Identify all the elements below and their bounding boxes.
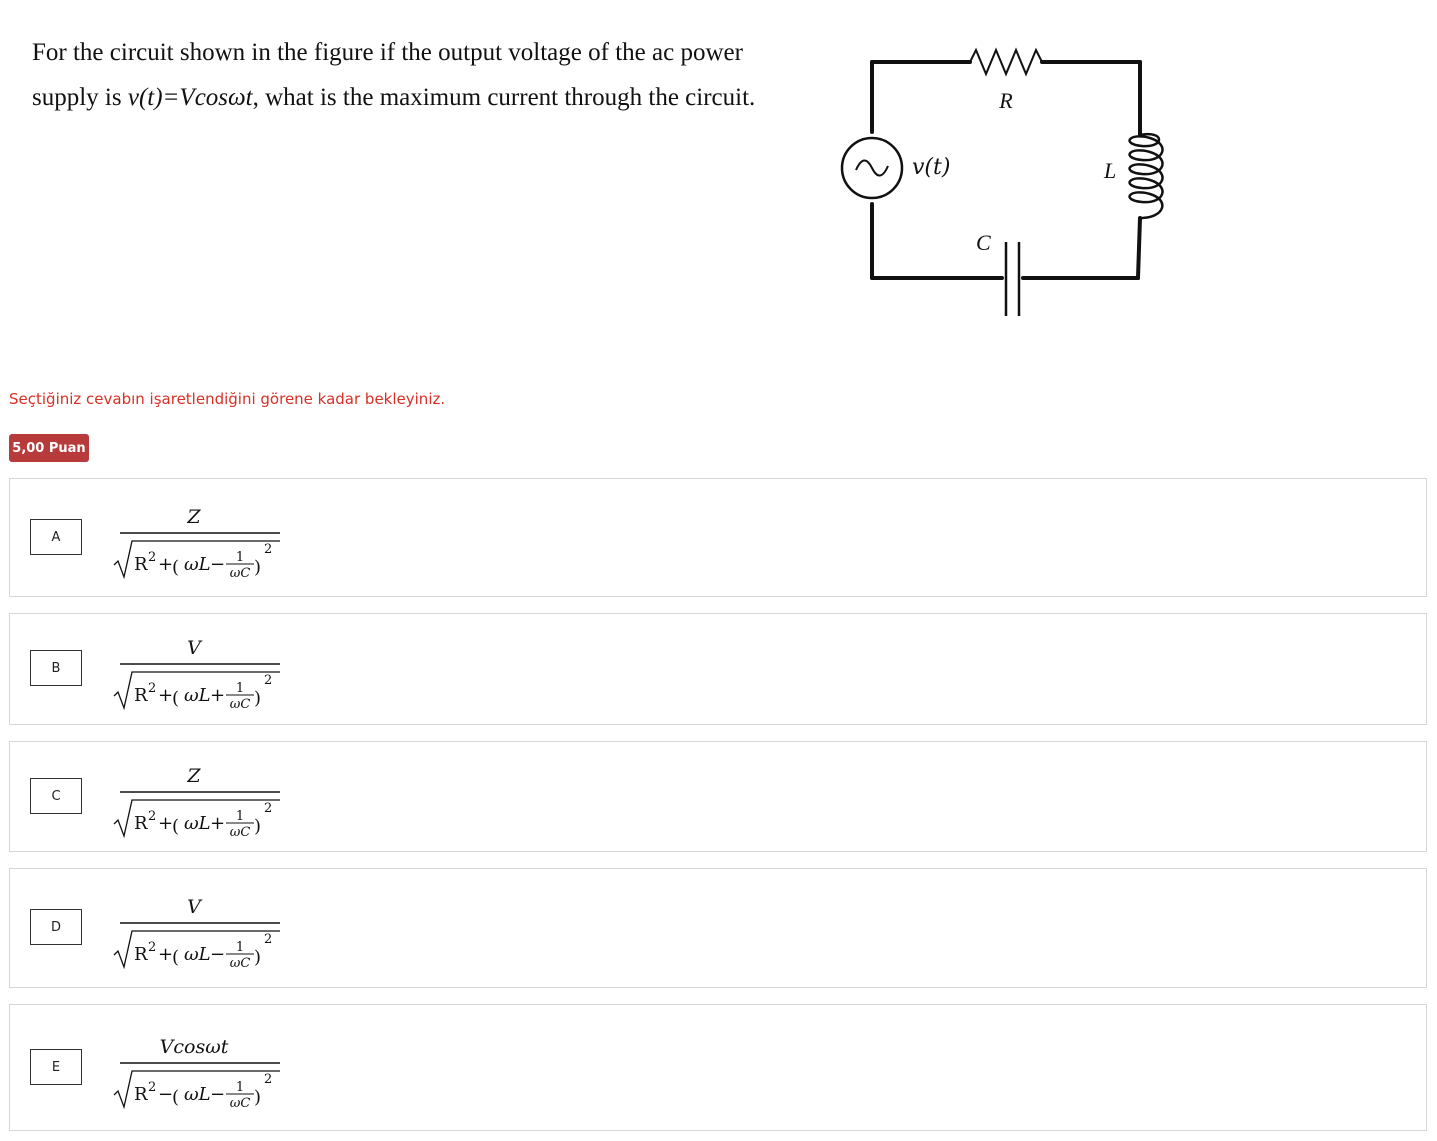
answer-option-a[interactable]	[9, 478, 1427, 597]
question-line-2-pre: supply is	[32, 84, 128, 111]
resistor-icon	[970, 50, 1042, 74]
formula-r-exponent: 2	[148, 1080, 157, 1095]
formula-r-exponent: 2	[148, 681, 157, 696]
formula-inner-operator: +	[158, 944, 174, 965]
formula-left-paren: (	[172, 816, 180, 837]
formula-left-paren: (	[172, 1087, 180, 1108]
formula-paren-operator: +	[210, 813, 226, 834]
formula-left-paren: (	[172, 557, 180, 578]
formula-one: 1	[235, 550, 245, 565]
option-letter-button[interactable]: C	[30, 778, 82, 814]
wait-warning: Seçtiğiniz cevabın işaretlendiğini görene kadar bekleyiniz.	[9, 390, 446, 408]
question-line-2	[32, 75, 807, 120]
formula-right-paren: )	[254, 1087, 262, 1108]
formula-omega-l: ωL	[184, 1084, 211, 1105]
formula-one: 1	[235, 681, 245, 696]
formula-omega-l: ωL	[184, 685, 211, 706]
inductor-icon	[1130, 134, 1163, 218]
resistor-label: R	[999, 88, 1013, 113]
formula-paren-operator: +	[210, 685, 226, 706]
formula-numerator: V	[187, 896, 201, 918]
formula-outer-exponent: 2	[264, 542, 273, 557]
formula-right-paren: )	[254, 557, 262, 578]
option-letter-button[interactable]: A	[30, 519, 82, 555]
formula-outer-exponent: 2	[264, 673, 273, 688]
source-label: v(t)	[912, 155, 951, 180]
formula-numerator: Z	[187, 506, 201, 528]
formula-paren-operator: −	[210, 1084, 226, 1105]
answer-formula	[110, 879, 300, 979]
answer-formula	[110, 748, 300, 848]
formula-right-paren: )	[254, 816, 262, 837]
question-line-1: For the circuit shown in the figure if the output voltage of the ac power	[32, 39, 743, 66]
capacitor-icon	[1006, 242, 1019, 316]
formula-omega-l: ωL	[184, 554, 211, 575]
formula-omega-l: ωL	[184, 813, 211, 834]
answer-option-d[interactable]	[9, 868, 1427, 988]
formula-r-exponent: 2	[148, 809, 157, 824]
question-expression: v(t)=Vcosωt	[127, 84, 253, 111]
formula-r: R	[134, 1084, 148, 1105]
formula-inner-operator: +	[158, 685, 174, 706]
answer-formula	[110, 1019, 300, 1119]
option-letter-button[interactable]: E	[30, 1049, 82, 1085]
formula-omega-c: ωC	[229, 1096, 251, 1111]
formula-left-paren: (	[172, 947, 180, 968]
formula-one: 1	[235, 1080, 245, 1095]
formula-outer-exponent: 2	[264, 932, 273, 947]
answer-formula	[110, 620, 300, 720]
circuit-diagram	[830, 40, 1190, 330]
answer-option-b[interactable]	[9, 613, 1427, 725]
formula-inner-operator: +	[158, 813, 174, 834]
formula-outer-exponent: 2	[264, 801, 273, 816]
formula-numerator: V	[187, 637, 201, 659]
formula-paren-operator: −	[210, 554, 226, 575]
formula-one: 1	[235, 940, 245, 955]
formula-omega-l: ωL	[184, 944, 211, 965]
circuit-wire-right-bottom	[1138, 218, 1140, 278]
formula-numerator: Vcosωt	[159, 1036, 229, 1058]
question-text	[32, 30, 807, 120]
formula-r-exponent: 2	[148, 940, 157, 955]
points-badge: 5,00 Puan	[9, 434, 89, 462]
formula-left-paren: (	[172, 688, 180, 709]
answer-option-c[interactable]	[9, 741, 1427, 852]
formula-r: R	[134, 554, 148, 575]
formula-omega-c: ωC	[229, 697, 251, 712]
formula-outer-exponent: 2	[264, 1072, 273, 1087]
formula-r: R	[134, 685, 148, 706]
answer-option-e[interactable]	[9, 1004, 1427, 1131]
formula-omega-c: ωC	[229, 956, 251, 971]
inductor-label: L	[1104, 158, 1117, 183]
formula-r-exponent: 2	[148, 550, 157, 565]
answer-formula	[110, 489, 300, 589]
formula-omega-c: ωC	[229, 825, 251, 840]
formula-omega-c: ωC	[229, 566, 251, 581]
formula-paren-operator: −	[210, 944, 226, 965]
formula-inner-operator: −	[158, 1084, 174, 1105]
formula-one: 1	[235, 809, 245, 824]
formula-inner-operator: +	[158, 554, 174, 575]
option-letter-button[interactable]: B	[30, 650, 82, 686]
option-letter-button[interactable]: D	[30, 909, 82, 945]
formula-right-paren: )	[254, 688, 262, 709]
formula-r: R	[134, 813, 148, 834]
formula-r: R	[134, 944, 148, 965]
formula-numerator: Z	[187, 765, 201, 787]
capacitor-label: C	[976, 230, 991, 255]
formula-right-paren: )	[254, 947, 262, 968]
question-line-2-post: , what is the maximum current through the circuit.	[252, 84, 756, 111]
